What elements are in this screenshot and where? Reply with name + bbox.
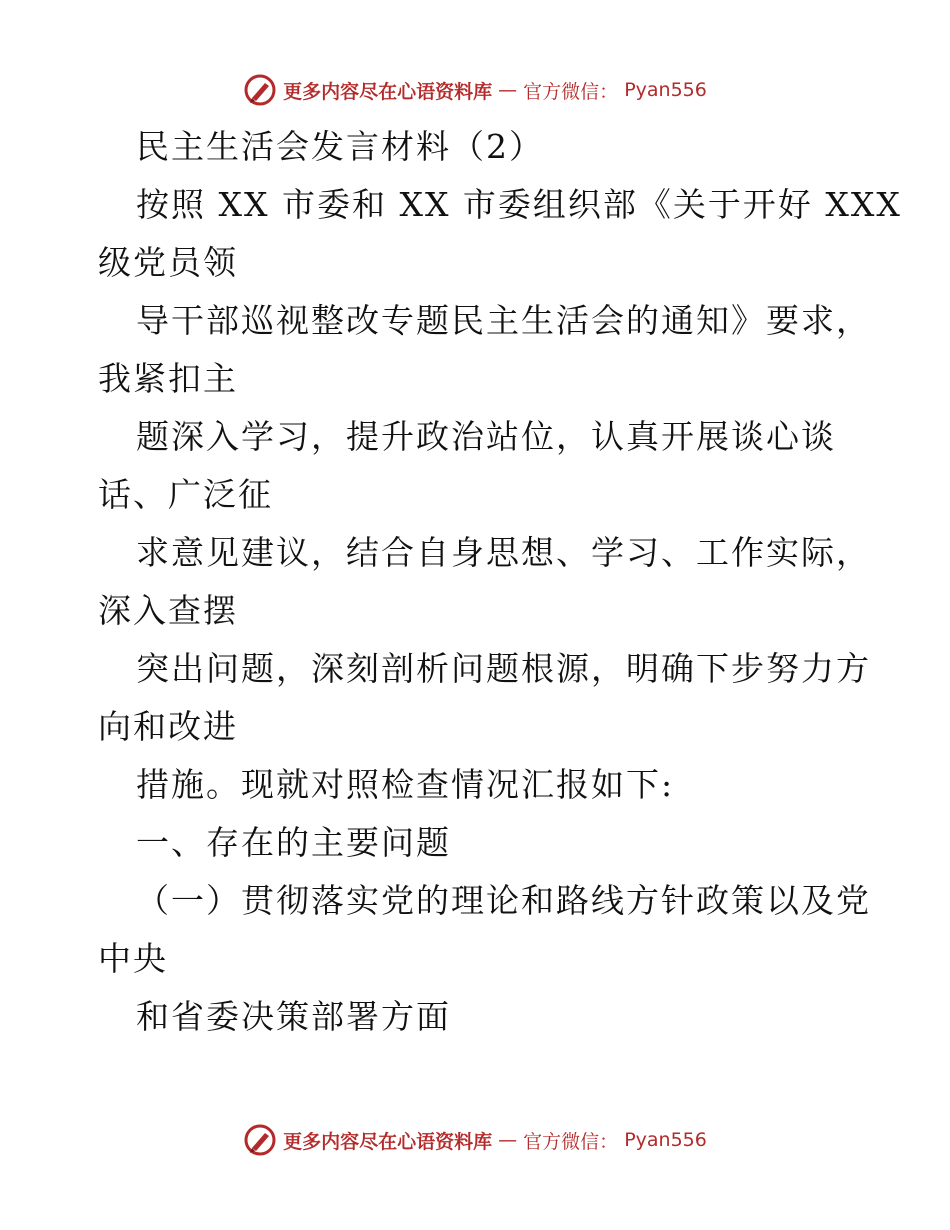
pen-circle-icon bbox=[243, 73, 277, 107]
subsection-heading-cont: 和省委决策部署方面 bbox=[136, 997, 451, 1036]
watermark-label: 官方微信： bbox=[523, 1130, 619, 1153]
paragraph-line: 题深入学习，提升政治站位，认真开展谈心谈 bbox=[136, 417, 836, 456]
paragraph-line: 话、广泛征 bbox=[98, 475, 273, 514]
doc-title: 民主生活会发言材料（2） bbox=[136, 127, 544, 166]
paragraph-line: 措施。现就对照检查情况汇报如下: bbox=[136, 765, 675, 804]
paragraph-line: 求意见建议，结合自身思想、学习、工作实际， bbox=[136, 533, 871, 572]
subsection-heading: （一）贯彻落实党的理论和路线方针政策以及党 bbox=[136, 881, 871, 920]
document-body bbox=[98, 118, 902, 1046]
watermark-dash: — bbox=[498, 1129, 518, 1151]
watermark-dash: — bbox=[498, 79, 518, 101]
paragraph-line: 深入查摆 bbox=[98, 591, 238, 630]
watermark-text: 更多内容尽在心语资料库 bbox=[283, 80, 493, 103]
pen-circle-icon bbox=[243, 1123, 277, 1157]
subsection-heading-cont: 中央 bbox=[98, 939, 168, 978]
watermark-wechat-id: Pyan556 bbox=[624, 1129, 707, 1151]
paragraph-line: 突出问题，深刻剖析问题根源，明确下步努力方 bbox=[136, 649, 871, 688]
section-heading: 一、存在的主要问题 bbox=[136, 823, 451, 862]
header-watermark bbox=[0, 70, 950, 110]
paragraph-line: 导干部巡视整改专题民主生活会的通知》要求， bbox=[136, 301, 871, 340]
watermark-label: 官方微信： bbox=[523, 80, 619, 103]
paragraph-line: 向和改进 bbox=[98, 707, 238, 746]
paragraph-line: 级党员领 bbox=[98, 243, 238, 282]
footer-watermark bbox=[0, 1120, 950, 1160]
paragraph-line: 我紧扣主 bbox=[98, 359, 238, 398]
watermark-wechat-id: Pyan556 bbox=[624, 79, 707, 101]
watermark-text: 更多内容尽在心语资料库 bbox=[283, 1130, 493, 1153]
paragraph-line: 按照 XX 市委和 XX 市委组织部《关于开好 XXX bbox=[136, 185, 902, 224]
